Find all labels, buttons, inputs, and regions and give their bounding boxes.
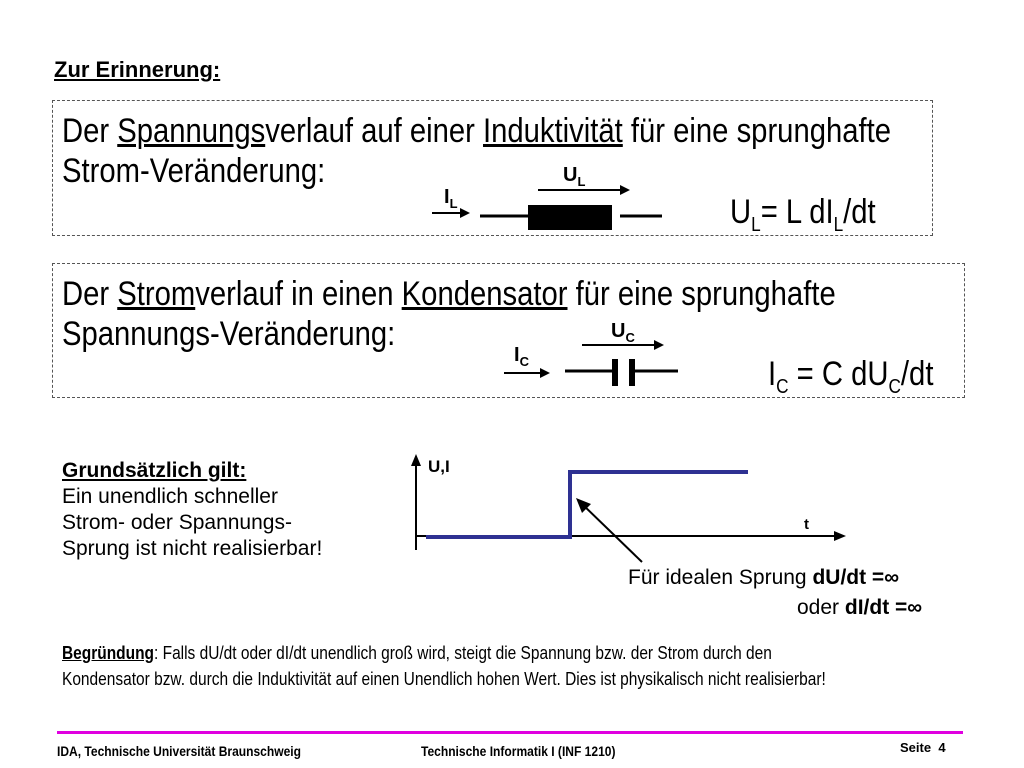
graph-y-label: U,I <box>428 457 450 476</box>
reason-label: Begründung <box>62 643 155 663</box>
capacitor-symbol <box>490 335 710 395</box>
inductor-symbol <box>420 180 700 240</box>
capacitor-formula: $I_C = C$ $dU_C/dt$ <box>768 355 934 398</box>
inductor-body <box>528 205 612 230</box>
footer-page: Seite 4 <box>900 740 946 755</box>
capacitor-current-arrowhead <box>540 368 550 378</box>
general-title: Grundsätzlich gilt: <box>62 459 247 482</box>
reminder-title: Zur Erinnerung: <box>54 57 221 82</box>
pointer-arrow <box>580 502 642 562</box>
ideal-jump-note: Für idealen Sprung dU/dt =∞ <box>628 566 900 589</box>
general-line: Ein unendlich schneller <box>62 485 278 508</box>
capacitor-current-label: $I_C$ <box>514 344 529 369</box>
footer-divider <box>57 731 963 734</box>
graph-x-label: t <box>804 516 809 533</box>
step-graph <box>400 450 860 570</box>
general-rule <box>62 458 322 562</box>
inductor-text-line2: Strom-Veränderung: <box>62 152 326 190</box>
inductor-voltage-arrowhead <box>620 185 630 195</box>
graph-x-arrowhead <box>834 531 846 541</box>
inductor-text-line1: Der Spannungsverlauf auf einer Induktivität für eine sprunghafte <box>62 112 892 150</box>
inductor-current-arrowhead <box>460 208 470 218</box>
ideal-jump-note-2: oder dI/dt =∞ <box>797 596 923 619</box>
inductor-current-label: $I_L$ <box>444 186 458 211</box>
footer-institution: IDA, Technische Universität Braunschweig <box>57 743 301 759</box>
graph-y-arrowhead <box>411 454 421 466</box>
capacitor-voltage-arrowhead <box>654 340 664 350</box>
capacitor-voltage-label: $U_C$ <box>611 320 635 345</box>
reason-line2: Kondensator bzw. durch die Induktivität auf einen Unendlich hohen Wert. Dies ist physikalisch nicht realisierbar! <box>62 669 826 689</box>
general-line: Strom- oder Spannungs- <box>62 511 292 534</box>
general-line: Sprung ist nicht realisierbar! <box>62 537 323 560</box>
reason-paragraph: Begründung: Falls dU/dt oder dI/dt unendlich groß wird, steigt die Spannung bzw. der Strom durch den Kondensator bzw. durch die Induktivität auf einen Unendlich hohen Wert. Dies ist physikalisch nicht realisierbar! <box>62 640 1024 692</box>
capacitor-plate-right <box>629 359 635 386</box>
capacitor-text-line2: Spannungs-Veränderung: <box>62 315 396 353</box>
inductor-voltage-label: $U_L$ <box>563 164 586 189</box>
capacitor-text-line1: Der Stromverlauf in einen Kondensator für eine sprunghafte <box>62 275 836 313</box>
capacitor-plate-left <box>612 359 618 386</box>
footer-course: Technische Informatik I (INF 1210) <box>421 743 616 759</box>
inductor-formula: $U_L= L$ $dI_L/dt$ <box>730 193 876 236</box>
